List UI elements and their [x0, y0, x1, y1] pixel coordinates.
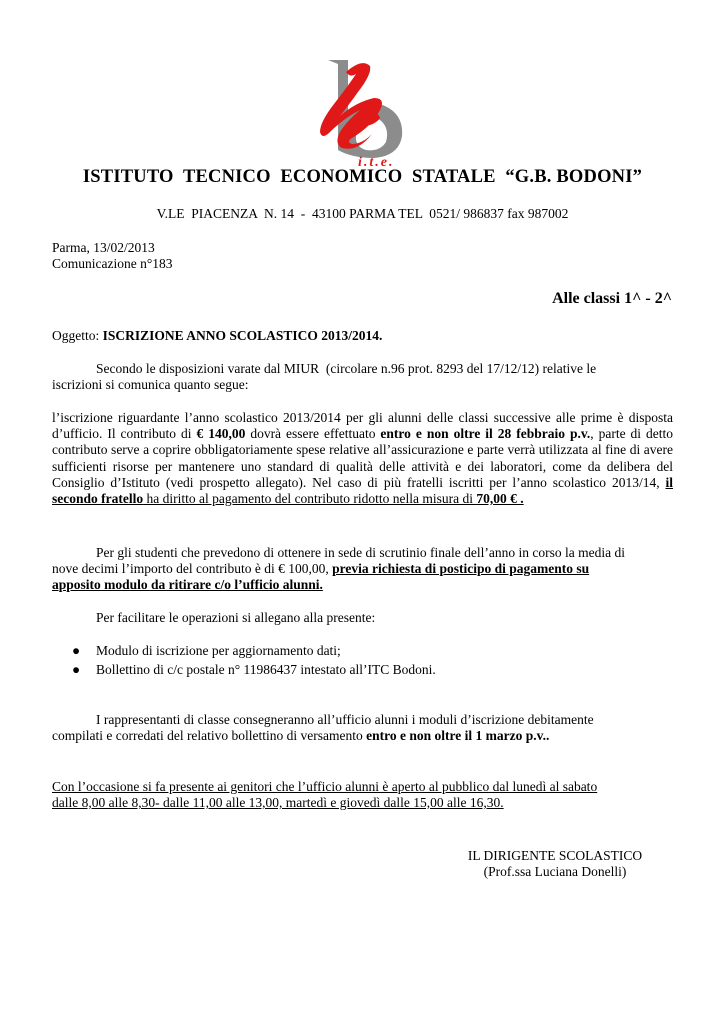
bullet-icon: ●: [72, 643, 81, 658]
logo-graphic: [300, 52, 420, 170]
attachment-item: Bollettino di c/c postale n° 11986437 intestato all’ITC Bodoni.: [96, 662, 436, 677]
attachments-intro: Per facilitare le operazioni si allegano alla presente:: [96, 610, 376, 625]
office-hours-text-2: dalle 8,00 alle 8,30- dalle 11,00 alle 13,00, martedì e giovedì dalle 15,00 alle 16,30.: [52, 795, 504, 810]
office-hours-text-1: Con l’occasione si fa presente ai genitori che l’ufficio alunni è aperto al pubblico dal lunedì al sabato: [52, 779, 598, 794]
recipients: Alle classi 1^ - 2^: [552, 290, 672, 307]
office-hours-line-1: [52, 779, 597, 795]
para2-line-3: [52, 577, 323, 593]
para2-line-1: Per gli studenti che prevedono di ottenere in sede di scrutinio finale dell’anno in corso la media di: [96, 545, 625, 560]
bullet-icon: ●: [72, 662, 81, 677]
contribution-amount: € 140,00: [196, 426, 246, 442]
intro-line-1: Secondo le disposizioni varate dal MIUR (circolare n.96 prot. 8293 del 17/12/12) relative le: [96, 361, 597, 376]
reduced-amount: 70,00 € .: [476, 491, 524, 507]
school-address: V.LE PIACENZA N. 14 - 43100 PARMA TEL 0521/ 986837 fax 987002: [156, 206, 569, 221]
subject-label: Oggetto:: [52, 328, 103, 343]
signature-name: (Prof.ssa Luciana Donelli): [483, 864, 627, 879]
delivery-deadline: entro e non oltre il 1 marzo p.v..: [366, 728, 550, 743]
para1-text-1: l’iscrizione riguardante l’anno scolastico 2013/2014 per gli alunni delle classi successive alle prime è disposta d’ufficio. Il contributo di: [52, 410, 673, 442]
para2-line-2: [52, 561, 589, 577]
subject-text: ISCRIZIONE ANNO SCOLASTICO 2013/2014.: [102, 328, 383, 343]
para4-line-1: I rappresentanti di classe consegneranno all’ufficio alunni i moduli d’iscrizione debitamente: [96, 712, 594, 727]
enrollment-paragraph: [52, 410, 673, 507]
para4-line-2: [52, 728, 549, 744]
communication-number: Comunicazione n°183: [52, 256, 173, 271]
office-hours-line-2: [52, 795, 504, 811]
subject-line: [52, 328, 382, 344]
attachment-item: Modulo di iscrizione per aggiornamento dati;: [96, 643, 341, 658]
para1-text-4: ha diritto al pagamento del contributo ridotto nella misura di: [143, 491, 477, 507]
payment-deadline: entro e non oltre il 28 febbraio p.v.: [380, 426, 591, 442]
para2-text: nove decimi l’importo del contributo è di € 100,00,: [52, 561, 333, 576]
para4-text: compilati e corredati del relativo bollettino di versamento: [52, 728, 367, 743]
signature-role: IL DIRIGENTE SCOLASTICO: [467, 848, 643, 863]
postpone-request: previa richiesta di posticipo di pagamento su: [332, 561, 590, 576]
school-logo: [300, 52, 420, 170]
para1-text-2: dovrà essere effettuato: [245, 426, 381, 442]
postpone-form: apposito modulo da ritirare c/o l’ufficio alunni.: [52, 577, 323, 592]
intro-line-2: iscrizioni si comunica quanto segue:: [52, 377, 249, 392]
logo-text: i.t.e.: [358, 155, 395, 170]
school-name: ISTITUTO TECNICO ECONOMICO STATALE “G.B. BODONI”: [82, 167, 643, 187]
place-date: Parma, 13/02/2013: [52, 240, 155, 255]
second-sibling: il secondo fratello: [52, 474, 673, 507]
para1-text-3: , parte di detto contributo serve a coprire obbligatoriamente spese relative all’assicurazione e parte verrà utilizzata al fine di avere sufficienti risorse per mantenere uno standard di qualità delle attività e dei laboratori, come da delibera del Consiglio d’Istituto (vedi prospetto allegato). Nel caso di più fratelli iscritti per l’anno scolastico 2013/14,: [52, 426, 673, 490]
